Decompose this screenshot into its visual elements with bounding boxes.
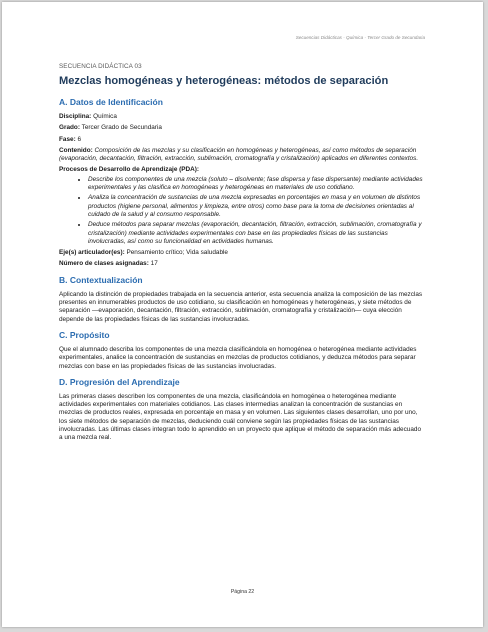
field-grado (59, 124, 425, 132)
pda-label: Procesos de Desarrollo de Aprendizaje (PDA): (59, 166, 200, 174)
disciplina-label: Disciplina: (59, 113, 92, 120)
field-ejes (59, 249, 425, 257)
contenido-label: Contenido: (59, 146, 93, 154)
pda-item: • Describe los componentes de una mezcla (soluto – disolvente; fase dispersa y fase dispersante) mediante actividades experimentales y las clasifica en homogéneas y heterogéneas en materiales de uso cotidiano. (88, 176, 425, 193)
section-d-body: Las primeras clases describen los componentes de una mezcla, clasificándola en homogénea o heterogénea mediante actividades experimentales con materiales cotidianos. Las clases intermedias analizan la concentración de sustancias en mezclas de productos reales, expresada en porcentaje en masa y en volumen. Las siguientes clases desarrollan, uno por uno, los siete métodos de separación de mezclas, deduciendo cuál conviene según las propiedades físicas de las sustancias involucradas. Las últimas clases integran todo lo aprendido en un proyecto que aplique el método de separación más adecuado a una mezcla real. (59, 392, 422, 442)
pda-item: • Analiza la concentración de sustancias de una mezcla expresadas en porcentajes en masa y en volumen de distintos productos (higiene personal, alimentos y limpieza, entre otros) como base para la toma de decisiones orientadas al cuidado de la salud y al consumo responsable. (88, 194, 425, 219)
disciplina-value: Química (93, 113, 117, 120)
section-d-heading: D. Progresión del Aprendizaje (59, 376, 180, 387)
field-clases (59, 260, 425, 268)
field-disciplina (59, 113, 425, 121)
page-title: Mezclas homogéneas y heterogéneas: métodos de separación (59, 75, 389, 87)
ejes-label: Eje(s) articulador(es): (59, 249, 125, 257)
sequence-kicker: SECUENCIA DIDÁCTICA 03 (59, 63, 142, 70)
running-header: Secuencias Didácticas · Química · Tercer Grado de Secundaria (295, 35, 425, 40)
page-number: Página 22 (230, 589, 255, 595)
section-b-body: Aplicando la distinción de propiedades trabajada en la secuencia anterior, esta secuencia analiza la composición de las mezclas presentes en innumerables productos de uso cotidiano, su clasificación en homogéneas y heterogéneas, y siete métodos de separación —evaporación, decantación, filtración, extracción, sublimación, cromatografía y cristalización— cuya elección depende de las propiedades físicas de las sustancias involucradas. (59, 290, 423, 323)
fase-label: Fase: (59, 135, 76, 143)
clases-value: 17 (150, 260, 158, 268)
document-page (2, 2, 483, 627)
field-pda (59, 166, 425, 174)
section-progression (59, 377, 425, 443)
grado-value: Tercer Grado de Secundaria (81, 124, 162, 132)
pda-item: • Deduce métodos para separar mezclas (evaporación, decantación, filtración, extracción, sublimación, cromatografía y cristalización) mediante actividades experimentales con base en las propiedades físicas de las sustancias involucradas, así como su funcionalidad en actividades humanas. (88, 221, 425, 246)
clases-label: Número de clases asignadas: (59, 260, 149, 268)
section-purpose (59, 330, 425, 371)
grado-label: Grado: (59, 124, 80, 132)
section-b-heading: B. Contextualización (59, 274, 143, 285)
page-content (59, 63, 425, 443)
section-c-heading: C. Propósito (59, 329, 110, 340)
contenido-value: Composición de las mezclas y su clasificación en homogéneas y heterogéneas, así como métodos de separación (evaporación, decantación, filtración, extracción, sublimación, cromatografía y cristalización) aplicados en diferentes contextos. (59, 146, 419, 163)
fase-value: 6 (77, 135, 82, 143)
field-fase (59, 136, 425, 144)
section-a-heading: A. Datos de Identificación (59, 97, 163, 107)
pda-list (59, 176, 425, 246)
field-contenido (59, 147, 425, 164)
section-identification (59, 97, 425, 269)
ejes-value: Pensamiento crítico; Vida saludable (126, 249, 228, 257)
section-c-body: Que el alumnado describa los componentes de una mezcla clasificándola en homogénea o heterogénea mediante actividades experimentales, analice la concentración de sustancias en mezclas de productos cotidianos, y deduzca métodos para separar mezclas con base en las propiedades físicas de las sustancias involucradas. (59, 345, 417, 370)
section-contextualization (59, 275, 425, 324)
